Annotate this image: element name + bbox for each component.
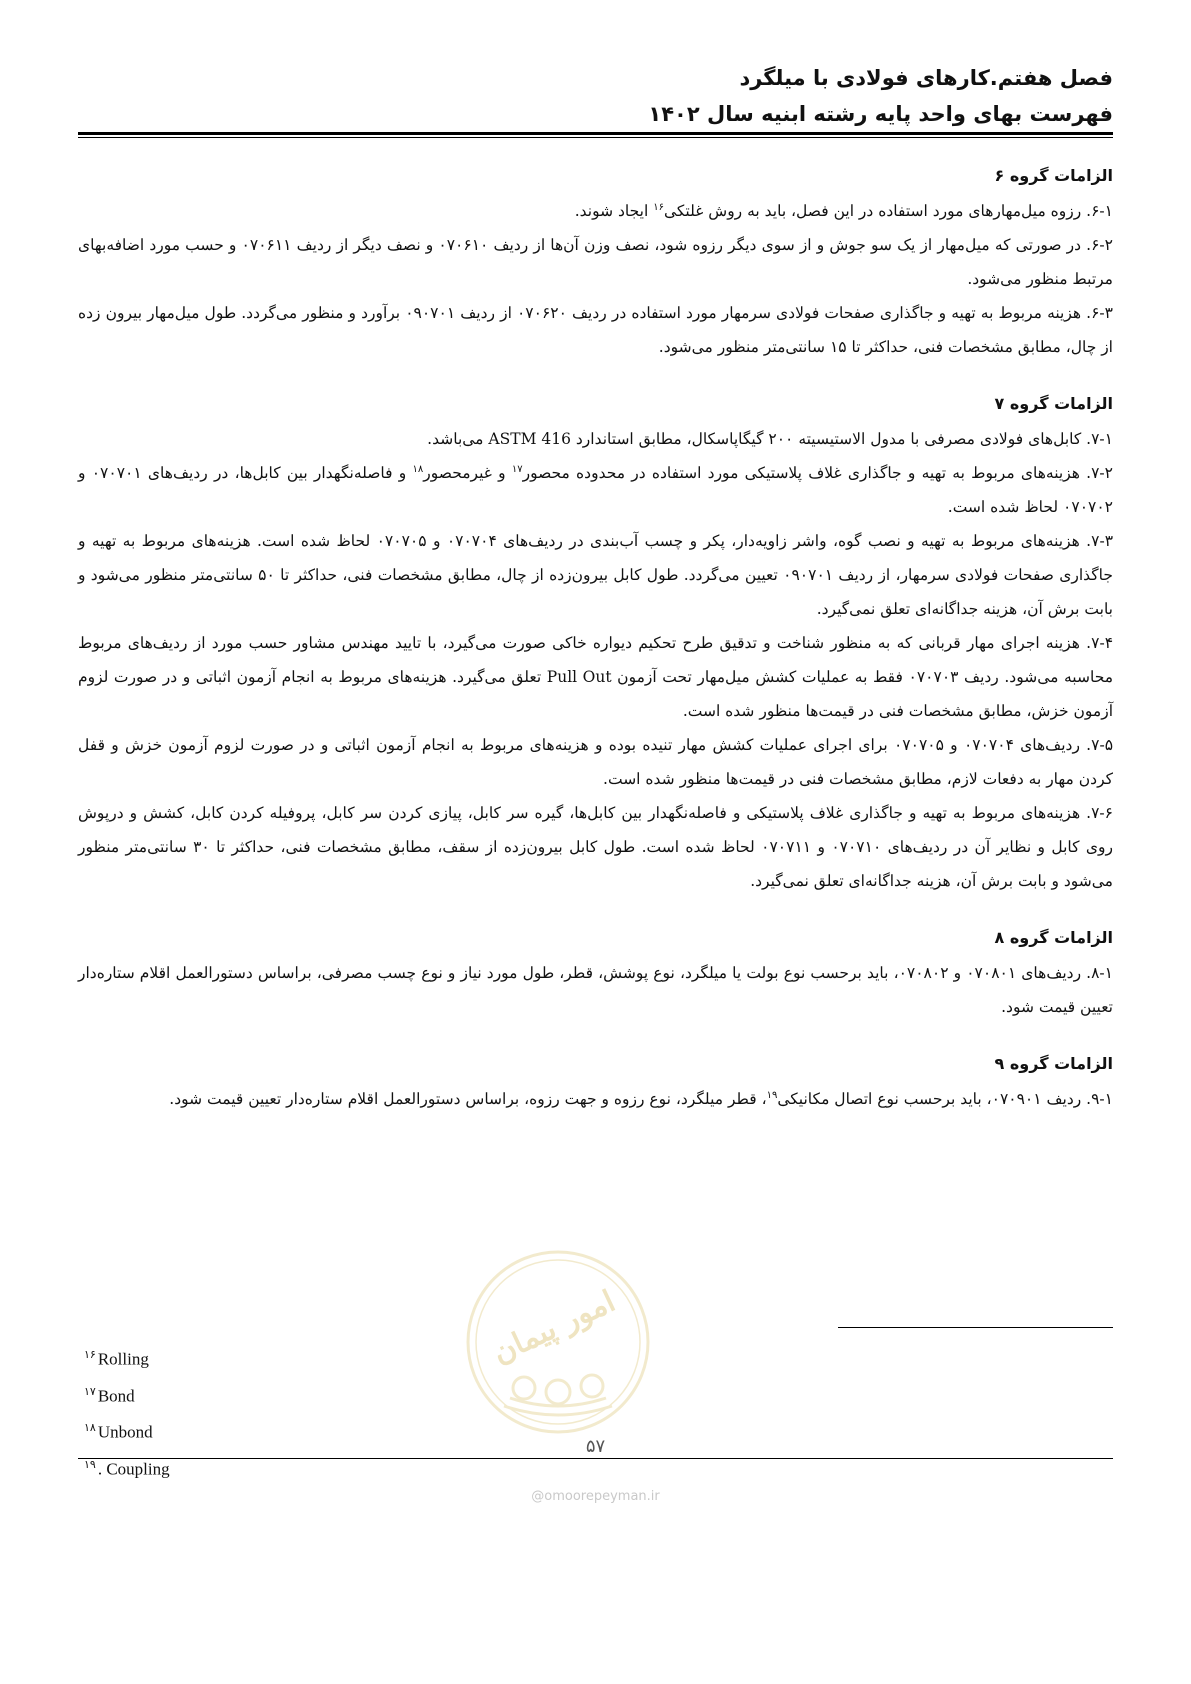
paragraph: ۶-۲. در صورتی که میل‌مهار از یک سو جوش و از سوی دیگر رزوه شود، نصف وزن آن‌ها از ردیف ۰۷۰۶۱۰ و نصف دیگر از ردیف ۰۷۰۶۱۱ و حسب مورد اضافه‌بهای مرتبط منظور می‌شود. xyxy=(78,236,1113,288)
footnote-ref: ۱۷ xyxy=(511,463,523,475)
header-rule xyxy=(78,132,1113,135)
footer-rule xyxy=(78,1458,1113,1459)
section-title: الزامات گروه ۸ xyxy=(994,928,1113,947)
page-number: ۵۷ xyxy=(585,1436,606,1457)
footnote: $^{۱۹}$ . Coupling xyxy=(84,1458,170,1479)
paragraph: ۷-۳. هزینه‌های مربوط به تهیه و نصب گوه، واشر زاویه‌دار، پکر و چسب آب‌بندی در ردیف‌های ۰۷۰۷۰۴ و ۰۷۰۷۰۵ لحاظ شده است. هزینه‌های مربوط به تهیه و جاگذاری صفحات فولادی سرمهار، از ردیف ۰۹۰۷۰۱ تعیین می‌گردد. طول کابل بیرون‌زده از چال، مطابق مشخصات فنی، حداکثر تا ۵۰ سانتی‌متر منظور می‌شود و بابت برش آن، هزینه جداگانه‌ای تعلق نمی‌گیرد. xyxy=(78,532,1114,618)
section-group-8 xyxy=(78,920,1113,1024)
document-subtitle: فهرست بهای واحد پایه رشته ابنیه سال ۱۴۰۲ xyxy=(648,102,1113,126)
paragraph: ۶-۳. هزینه مربوط به تهیه و جاگذاری صفحات فولادی سرمهار مورد استفاده در ردیف ۰۷۰۶۲۰ از ردیف ۰۹۰۷۰۱ برآورد و منظور می‌گردد. طول میل‌مهار بیرون زده از چال، مطابق مشخصات فنی، حداکثر تا ۱۵ سانتی‌متر منظور می‌شود. xyxy=(78,304,1113,356)
chapter-title: فصل هفتم.کارهای فولادی با میلگرد xyxy=(739,66,1113,90)
section-group-9 xyxy=(78,1046,1113,1116)
paragraph: ۷-۵. ردیف‌های ۰۷۰۷۰۴ و ۰۷۰۷۰۵ برای اجرای عملیات کشش مهار تنیده بوده و هزینه‌های مربوط به انجام آزمون اثباتی و در صورت لزوم آزمون خزش و قفل کردن مهار به دفعات لازم، مطابق مشخصات فنی در قیمت‌ها منظور شده است. xyxy=(78,736,1114,788)
website-watermark: @omoorepeyman.ir xyxy=(531,1489,660,1504)
footnote: $^{۱۸}$ Unbond xyxy=(84,1422,153,1442)
paragraph: ۷-۶. هزینه‌های مربوط به تهیه و جاگذاری غلاف پلاستیکی و فاصله‌نگهدار بین کابل‌ها، گیره سر کابل، پیازی کردن سر کابل، پروفیله کردن کابل، کشش و درپوش روی کابل و نظایر آن در ردیف‌های ۰۷۰۷۱۰ و ۰۷۰۷۱۱ لحاظ شده است. طول کابل بیرون‌زده از سقف، مطابق مشخصات فنی، حداکثر تا ۳۰ سانتی‌متر منظور می‌شود و بابت برش آن، هزینه جداگانه‌ای تعلق نمی‌گیرد. xyxy=(78,804,1113,890)
paragraph: ۷-۱. کابل‌های فولادی مصرفی با مدول الاستیسیته ۲۰۰ گیگاپاسکال، مطابق استاندارد ASTM 416 می‌باشد. xyxy=(427,430,1113,448)
paragraph: ۷-۲. هزینه‌های مربوط به تهیه و جاگذاری غلاف پلاستیکی مورد استفاده در محدوده محصور$^{۱۷}$ و غیرمحصور$^{۱۸}$ و فاصله‌نگهدار بین کابل‌ها، در ردیف‌های ۰۷۰۷۰۱ و ۰۷۰۷۰۲ لحاظ شده است. xyxy=(78,463,1113,516)
section-title: الزامات گروه ۷ xyxy=(994,394,1113,413)
section-group-7 xyxy=(78,386,1113,898)
section-title: الزامات گروه ۶ xyxy=(994,166,1113,185)
footnote-ref: ۱۹ xyxy=(766,1089,778,1101)
paragraph: ۹-۱. ردیف ۰۷۰۹۰۱، باید برحسب نوع اتصال مکانیکی$^{۱۹}$، قطر میلگرد، نوع رزوه و جهت رزوه، براساس دستورالعمل اقلام ستاره‌دار تعیین قیمت شود. xyxy=(169,1089,1113,1108)
paragraph: ۷-۴. هزینه اجرای مهار قربانی که به منظور شناخت و تدقیق طرح تحکیم دیواره خاکی صورت می‌گیرد، با تایید مهندس مشاور حسب مورد از ردیف‌های مربوط محاسبه می‌شود. ردیف ۰۷۰۷۰۳ فقط به عملیات کشش میل‌مهار تحت آزمون Pull Out تعلق می‌گیرد. هزینه‌های مربوط به انجام آزمون اثباتی و در صورت لزوم آزمون خزش، مطابق مشخصات فنی در قیمت‌ها منظور شده است. xyxy=(78,634,1114,720)
header-rule-thin xyxy=(78,137,1113,138)
footnote: $^{۱۷}$ Bond xyxy=(84,1385,135,1406)
footnote-separator xyxy=(838,1327,1113,1328)
footnote-ref: ۱۶ xyxy=(653,201,664,213)
svg-text:امور پیمان: امور پیمان xyxy=(487,1283,621,1371)
document-body xyxy=(78,158,1113,1138)
page-header xyxy=(78,60,1113,132)
paragraph: ۸-۱. ردیف‌های ۰۷۰۸۰۱ و ۰۷۰۸۰۲، باید برحسب نوع بولت یا میلگرد، نوع پوشش، قطر، طول مورد نیاز و نوع چسب مصرفی، براساس دستورالعمل اقلام ستاره‌دار تعیین قیمت شود. xyxy=(78,964,1113,1016)
paragraph: ۶-۱. رزوه میل‌مهارهای مورد استفاده در این فصل، باید به روش غلتکی$^{۱۶}$ ایجاد شوند. xyxy=(574,201,1113,220)
footnote: $^{۱۶}$ Rolling xyxy=(84,1349,149,1369)
footnote-ref: ۱۸ xyxy=(412,463,424,475)
footnotes xyxy=(84,1339,170,1486)
section-group-6 xyxy=(78,158,1113,364)
omoore-peyman-logo-icon xyxy=(464,1248,652,1436)
section-title: الزامات گروه ۹ xyxy=(994,1054,1113,1073)
